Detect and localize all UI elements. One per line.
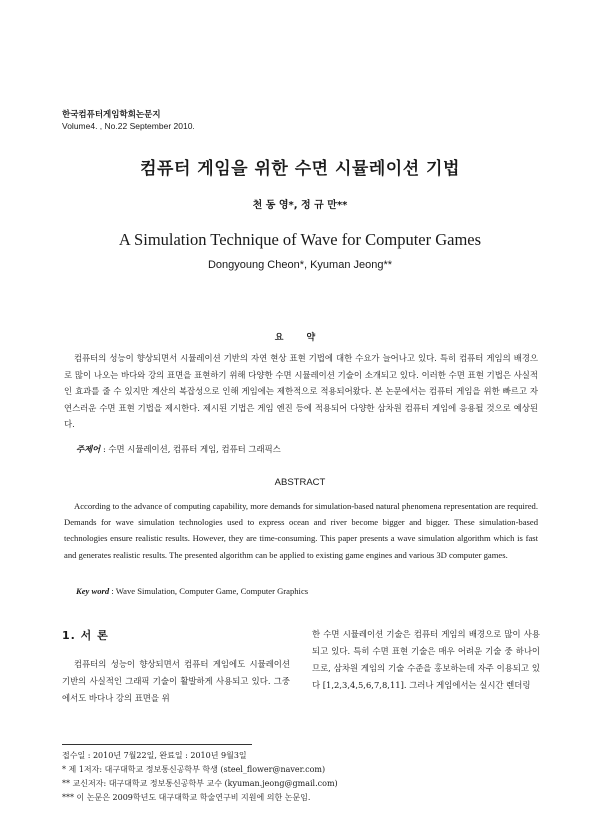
body-left-column: 컴퓨터의 성능이 향상되면서 컴퓨터 게임에도 시뮬레이션 기반의 사실적인 그래픽 기술이 활발하게 사용되고 있다. 그중에서도 바다나 강의 표면을 위 (62, 659, 290, 703)
keywords-english-label: Key word (76, 586, 110, 596)
keywords-korean-label: 주제어 (76, 444, 101, 454)
footnotes (62, 749, 338, 805)
footnote-first-author: * 제 1저자: 대구대학교 정보통신공학부 학생 (steel_flower@naver.com) (62, 765, 326, 774)
authors-english: Dongyoung Cheon*, Kyuman Jeong** (207, 259, 393, 271)
journal-volume: Volume4. , No.22 September 2010. (62, 121, 195, 131)
keywords-english (76, 586, 308, 596)
keywords-korean (76, 443, 281, 455)
abstract-korean-heading: 요 약 (274, 333, 326, 343)
keywords-korean-values: : 수면 시뮬레이션, 컴퓨터 게임, 컴퓨터 그래픽스 (100, 444, 281, 454)
abstract-english-text: According to the advance of computing capability, more demands for simulation-based natural phenomena representation are required. Demands for wave simulation technologies used to express ocean and river become bigger and bigger. These simulation-based technologies ensure realistic results. However, they are time-consuming. This paper presents a wave simulation algorithm which is fast and generates realistic results. The presented algorithm can be applied to existing game engines and various 3D computer games. (64, 501, 538, 560)
section-heading-introduction: 1. 서 론 (62, 629, 109, 642)
abstract-english-heading: ABSTRACT (274, 477, 326, 488)
footnote-received: 접수일 : 2010년 7월22일, 완료일 : 2010년 9월3일 (62, 751, 247, 760)
journal-name: 한국컴퓨터게임학회논문지 (62, 110, 161, 120)
footnote-funding: *** 이 논문은 2009학년도 대구대학교 학술연구비 지원에 의한 논문임. (62, 793, 311, 802)
footnote-divider (62, 744, 252, 745)
title-korean: 컴퓨터 게임을 위한 수면 시뮬레이션 기법 (140, 159, 460, 179)
body-right-column: 한 수면 시뮬레이션 기술은 컴퓨터 게임의 배경으로 많이 사용되고 있다. 특히 수면 표현 기술은 매우 어려운 기술 중 하나이므로, 삼차원 게임의 기술 수준을 홍보하는데 자주 이용되고 있다 [1,2,3,4,5,6,7,8,11]. 그러나 게임에서는 실시간 렌더링 (312, 629, 540, 690)
title-english: A Simulation Technique of Wave for Computer Games (118, 230, 482, 249)
abstract-korean-text: 컴퓨터의 성능이 향상되면서 시뮬레이션 기반의 자연 현상 표현 기법에 대한 수요가 늘어나고 있다. 특히 컴퓨터 게임의 배경으로 많이 나오는 바다와 강의 표면을 표현하기 위해 다양한 수면 시뮬레이션 기술이 소개되고 있다. 이러한 수면 표현 기법은 사실적인 효과를 줄 수 있지만 계산의 복잡성으로 인해 게임에는 제한적으로 적용되어왔다. 본 논문에서는 컴퓨터 게임을 위한 빠르고 자연스러운 수면 표현 기법을 제시한다. 제시된 기법은 게임 엔진 등에 적용되어 다양한 삼차원 컴퓨터 게임에 응용될 것으로 예상된다. (64, 353, 538, 429)
footnote-corresponding-author: ** 교신저자: 대구대학교 정보통신공학부 교수 (kyuman.jeong@gmail.com) (62, 779, 338, 788)
keywords-english-values: : Wave Simulation, Computer Game, Computer Graphics (109, 586, 309, 596)
authors-korean: 천 동 영*, 정 규 만** (252, 200, 348, 211)
